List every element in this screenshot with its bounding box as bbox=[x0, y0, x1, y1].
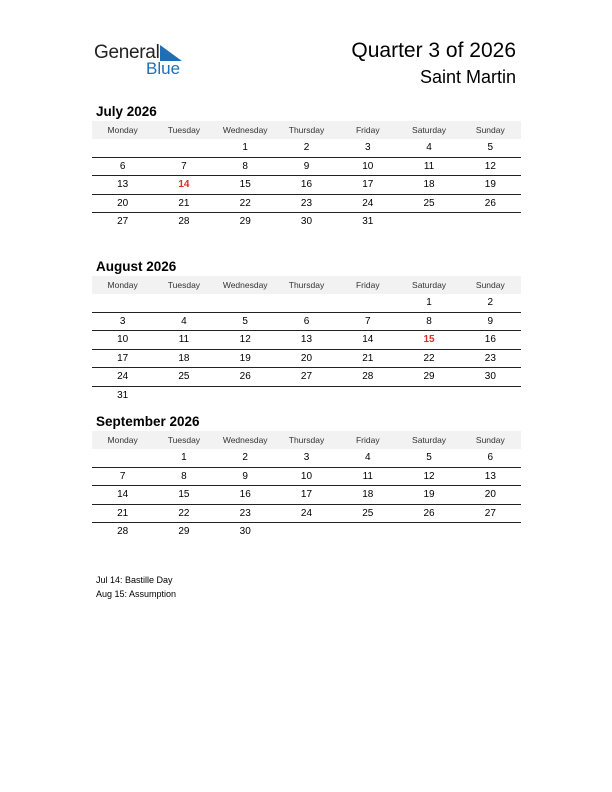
weekday-label: Wednesday bbox=[222, 280, 268, 290]
weekday-label: Thursday bbox=[288, 435, 325, 445]
day-cell: 3 bbox=[119, 315, 126, 327]
day-cell: 12 bbox=[423, 470, 435, 482]
day-cell: 25 bbox=[362, 507, 374, 519]
day-cell: 17 bbox=[117, 352, 129, 364]
day-cell: 12 bbox=[484, 160, 496, 172]
day-cell: 14 bbox=[362, 334, 374, 345]
day-cell: 8 bbox=[242, 160, 248, 172]
day-cell: 27 bbox=[484, 507, 496, 519]
day-cell: 26 bbox=[239, 371, 251, 382]
week-row bbox=[92, 213, 521, 231]
week-row bbox=[92, 523, 521, 541]
day-cell bbox=[398, 387, 459, 405]
month-title: September 2026 bbox=[96, 414, 200, 429]
weekday-label: Saturday bbox=[412, 280, 447, 290]
weekday-label: Sunday bbox=[475, 125, 505, 135]
day-cell: 5 bbox=[242, 315, 248, 327]
day-cell: 4 bbox=[426, 142, 432, 153]
day-cell bbox=[276, 294, 337, 312]
week-row bbox=[92, 468, 521, 487]
page-title: Quarter 3 of 2026 bbox=[351, 39, 516, 62]
month-title: August 2026 bbox=[96, 259, 177, 274]
day-cell: 13 bbox=[484, 470, 496, 482]
weekday-label: Saturday bbox=[412, 435, 447, 445]
day-cell: 11 bbox=[178, 334, 190, 345]
day-cell: 30 bbox=[484, 371, 496, 382]
week-row bbox=[92, 139, 521, 158]
day-cell bbox=[153, 387, 214, 405]
day-cell: 24 bbox=[300, 507, 313, 519]
day-cell: 2 bbox=[303, 142, 310, 153]
week-row bbox=[92, 486, 521, 505]
week-row bbox=[92, 505, 521, 524]
day-cell: 17 bbox=[300, 489, 313, 500]
day-cell: 1 bbox=[181, 452, 187, 463]
day-cell: 24 bbox=[117, 371, 129, 382]
week-row bbox=[92, 449, 521, 468]
weekday-label: Sunday bbox=[475, 280, 505, 290]
day-cell bbox=[92, 139, 153, 157]
day-cell: 21 bbox=[117, 507, 129, 519]
day-cell: 22 bbox=[239, 197, 251, 209]
day-cell: 4 bbox=[181, 315, 187, 327]
day-cell: 12 bbox=[239, 334, 251, 345]
page-subtitle: Saint Martin bbox=[419, 67, 516, 87]
day-cell: 20 bbox=[484, 489, 496, 500]
day-cell: 17 bbox=[362, 179, 374, 190]
week-row bbox=[92, 294, 521, 313]
weekday-header-row bbox=[92, 121, 521, 139]
generalblue-logo bbox=[94, 42, 194, 78]
day-cell: 6 bbox=[119, 160, 126, 172]
month-calendar-july bbox=[92, 103, 521, 231]
day-cell: 9 bbox=[303, 160, 310, 172]
holiday-notes bbox=[96, 573, 176, 601]
day-cell: 26 bbox=[484, 197, 496, 209]
day-cell: 6 bbox=[303, 315, 310, 327]
day-cell: 9 bbox=[242, 470, 248, 482]
weekday-label: Tuesday bbox=[167, 435, 201, 445]
day-cell: 10 bbox=[117, 334, 129, 345]
day-cell: 20 bbox=[300, 352, 313, 364]
weekday-label: Thursday bbox=[288, 125, 325, 135]
day-cell: 13 bbox=[117, 179, 129, 190]
week-row bbox=[92, 387, 521, 405]
day-cell: 5 bbox=[426, 452, 432, 463]
day-cell bbox=[398, 213, 459, 231]
weekday-label: Monday bbox=[107, 435, 138, 445]
weekday-label: Sunday bbox=[475, 435, 505, 445]
day-cell: 9 bbox=[487, 315, 494, 327]
day-cell: 16 bbox=[484, 334, 496, 345]
day-cell: 22 bbox=[178, 507, 190, 519]
day-cell: 31 bbox=[117, 389, 129, 401]
day-cell: 16 bbox=[239, 489, 251, 500]
day-cell: 23 bbox=[239, 507, 251, 519]
day-cell: 19 bbox=[239, 352, 251, 364]
day-cell: 20 bbox=[117, 197, 129, 209]
day-cell: 28 bbox=[362, 371, 374, 382]
day-cell: 24 bbox=[362, 197, 374, 209]
day-cell: 15 bbox=[423, 334, 435, 345]
day-cell bbox=[460, 213, 521, 231]
day-cell: 8 bbox=[426, 315, 432, 327]
day-cell: 11 bbox=[423, 160, 435, 172]
day-cell: 15 bbox=[178, 489, 190, 500]
day-cell: 3 bbox=[303, 452, 310, 463]
weekday-label: Thursday bbox=[288, 280, 325, 290]
day-cell bbox=[215, 294, 276, 312]
day-cell: 15 bbox=[239, 179, 251, 190]
day-cell: 4 bbox=[364, 452, 371, 463]
weekday-label: Friday bbox=[355, 280, 380, 290]
month-calendar-august bbox=[92, 258, 521, 404]
day-cell: 25 bbox=[423, 197, 435, 209]
holiday-note: Jul 14: Bastille Day bbox=[96, 575, 173, 585]
day-cell: 1 bbox=[242, 142, 248, 153]
day-cell: 16 bbox=[300, 179, 313, 190]
day-cell: 7 bbox=[181, 160, 187, 172]
weekday-label: Monday bbox=[107, 280, 138, 290]
day-cell bbox=[337, 387, 398, 405]
day-cell: 23 bbox=[484, 352, 496, 364]
week-row bbox=[92, 350, 521, 369]
day-cell bbox=[460, 387, 521, 405]
day-cell bbox=[460, 523, 521, 541]
day-cell: 29 bbox=[178, 526, 190, 537]
day-cell: 8 bbox=[181, 470, 187, 482]
day-cell: 7 bbox=[364, 315, 371, 327]
week-row bbox=[92, 331, 521, 350]
day-cell bbox=[92, 449, 153, 467]
day-cell: 18 bbox=[423, 179, 435, 190]
day-cell: 1 bbox=[426, 297, 432, 308]
day-cell: 29 bbox=[239, 216, 251, 227]
day-cell: 27 bbox=[117, 216, 129, 227]
day-cell: 2 bbox=[242, 452, 248, 463]
holiday-note: Aug 15: Assumption bbox=[96, 589, 177, 599]
logo-text-blue: Blue bbox=[146, 59, 181, 78]
day-cell: 23 bbox=[300, 197, 313, 209]
day-cell: 31 bbox=[362, 216, 374, 227]
day-cell: 19 bbox=[484, 179, 496, 190]
weekday-label: Tuesday bbox=[167, 125, 201, 135]
day-cell: 7 bbox=[119, 470, 126, 482]
day-cell: 25 bbox=[178, 371, 190, 382]
weekday-label: Saturday bbox=[412, 125, 447, 135]
weekday-label: Wednesday bbox=[222, 435, 268, 445]
day-cell: 21 bbox=[362, 352, 374, 364]
day-cell: 28 bbox=[178, 216, 190, 227]
day-cell: 19 bbox=[423, 489, 435, 500]
day-cell bbox=[398, 523, 459, 541]
day-cell bbox=[153, 294, 214, 312]
weekday-label: Monday bbox=[107, 125, 138, 135]
week-row bbox=[92, 176, 521, 195]
day-cell: 26 bbox=[423, 507, 435, 519]
logo-text-general: General bbox=[94, 42, 160, 63]
day-cell: 2 bbox=[487, 297, 494, 308]
day-cell: 28 bbox=[117, 526, 129, 537]
day-cell bbox=[276, 523, 337, 541]
day-cell: 30 bbox=[239, 526, 251, 537]
day-cell: 6 bbox=[487, 452, 494, 463]
day-cell bbox=[215, 387, 276, 405]
day-cell: 3 bbox=[364, 142, 371, 153]
weekday-label: Friday bbox=[355, 125, 380, 135]
day-cell: 21 bbox=[178, 197, 190, 209]
day-cell: 27 bbox=[300, 371, 313, 382]
week-row bbox=[92, 368, 521, 387]
day-cell: 11 bbox=[362, 470, 373, 482]
month-calendar-september bbox=[92, 413, 521, 541]
day-cell bbox=[337, 294, 398, 312]
day-cell: 5 bbox=[487, 142, 494, 153]
day-cell bbox=[92, 294, 153, 312]
weekday-label: Wednesday bbox=[222, 125, 268, 135]
week-row bbox=[92, 313, 521, 332]
day-cell bbox=[153, 139, 214, 157]
weekday-label: Friday bbox=[355, 435, 380, 445]
day-cell: 29 bbox=[423, 371, 435, 382]
day-cell: 18 bbox=[178, 352, 190, 364]
day-cell bbox=[276, 387, 337, 405]
weekday-label: Tuesday bbox=[167, 280, 201, 290]
day-cell bbox=[337, 523, 398, 541]
day-cell: 18 bbox=[362, 489, 374, 500]
day-cell: 30 bbox=[300, 216, 313, 227]
week-row bbox=[92, 158, 521, 177]
day-cell: 14 bbox=[178, 179, 190, 190]
week-row bbox=[92, 195, 521, 214]
weekday-header-row bbox=[92, 276, 521, 294]
day-cell: 14 bbox=[117, 489, 129, 500]
day-cell: 10 bbox=[362, 160, 374, 172]
month-title: July 2026 bbox=[96, 104, 157, 119]
day-cell: 22 bbox=[423, 352, 435, 364]
weekday-header-row bbox=[92, 431, 521, 449]
day-cell: 10 bbox=[300, 470, 313, 482]
day-cell: 13 bbox=[300, 334, 313, 345]
